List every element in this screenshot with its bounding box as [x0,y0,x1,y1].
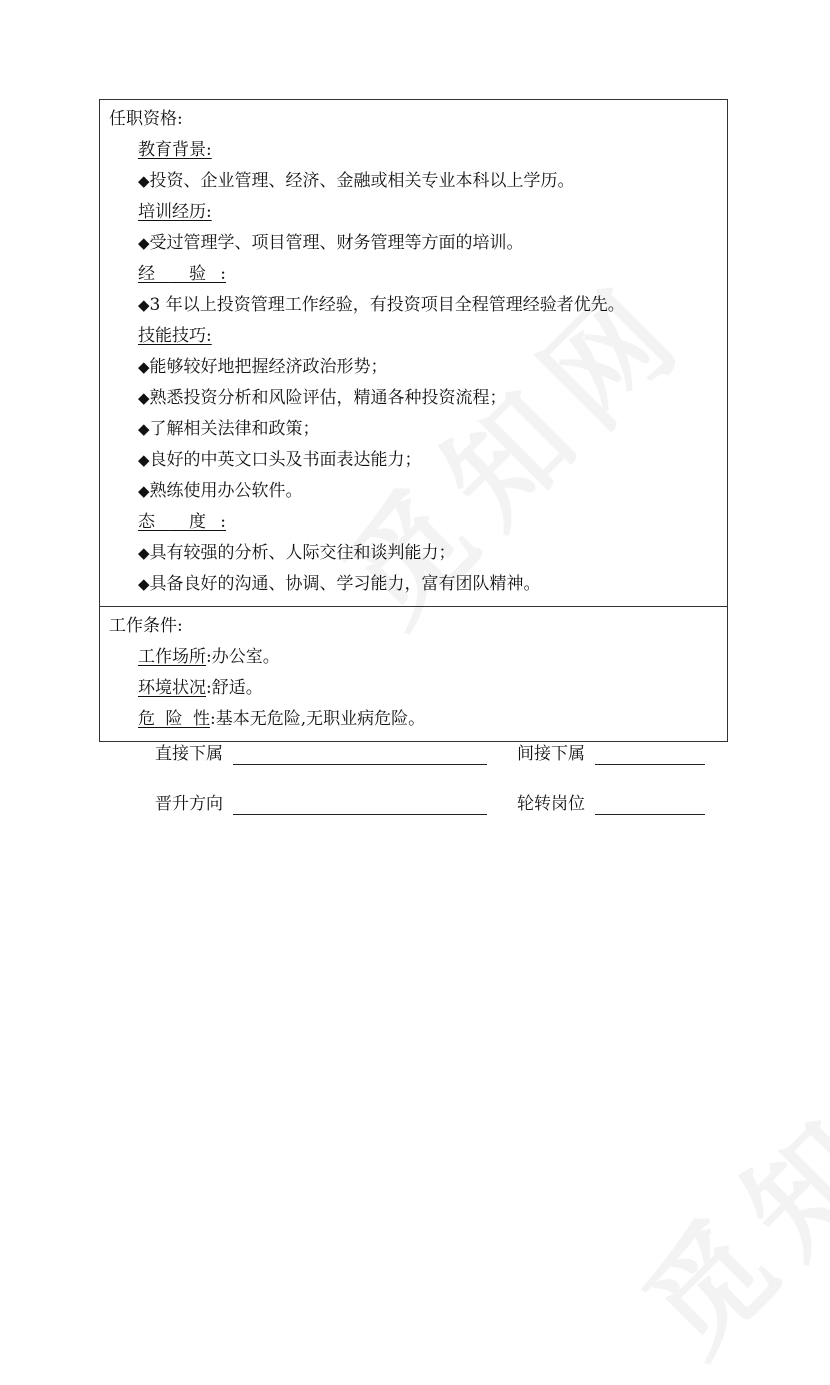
direct-subordinate-blank[interactable] [233,764,487,765]
bullet-icon: ◆ [138,358,150,376]
training-heading: 培训经历: [138,202,212,222]
list-item: ◆具备良好的沟通、协调、学习能力，富有团队精神。 [138,574,541,594]
hazard-value: :基本无危险,无职业病危险。 [210,709,426,729]
bullet-icon: ◆ [138,389,150,407]
bullet-icon: ◆ [138,544,150,562]
qualifications-title: 任职资格: [109,109,183,129]
bullet-icon: ◆ [138,420,150,438]
environment-label: 环境状况 [138,678,206,698]
hazard-label: 危 险 性 [138,709,210,729]
conditions-title: 工作条件: [109,616,183,636]
bullet-icon: ◆ [138,296,150,314]
experience-heading: 经 验: [138,264,227,284]
list-item: ◆能够较好地把握经济政治形势； [138,357,388,377]
bullet-icon: ◆ [138,172,150,190]
list-item: ◆良好的中英文口头及书面表达能力； [138,450,422,470]
qualifications-section [100,100,727,606]
list-item: ◆投资、企业管理、经济、金融或相关专业本科以上学历。 [138,171,575,191]
direct-subordinate-label: 直接下属 [155,744,223,764]
footer-row [155,741,715,767]
indirect-subordinate-label: 间接下属 [517,744,585,764]
environment-row [109,673,719,704]
footer-row [155,791,715,817]
skills-heading: 技能技巧: [138,326,212,346]
watermark [601,967,830,1385]
education-heading: 教育背景: [138,140,212,160]
conditions-section [100,606,727,741]
promotion-direction-label: 晋升方向 [155,794,223,814]
bullet-icon: ◆ [138,234,150,252]
list-item: ◆了解相关法律和政策； [138,419,320,439]
workplace-row [109,642,719,673]
environment-value: :舒适。 [206,678,263,698]
workplace-label: 工作场所 [138,647,206,667]
list-item: ◆熟悉投资分析和风险评估，精通各种投资流程； [138,388,507,408]
list-item: ◆受过管理学、项目管理、财务管理等方面的培训。 [138,233,524,253]
rotation-position-label: 轮转岗位 [517,794,585,814]
list-item: ◆具有较强的分析、人际交往和谈判能力； [138,543,456,563]
bullet-icon: ◆ [138,482,150,500]
list-item: ◆3 年以上投资管理工作经验，有投资项目全程管理经验者优先。 [138,295,625,315]
job-description-table [99,99,728,742]
workplace-value: :办公室。 [206,647,280,667]
hazard-row [109,704,719,735]
promotion-direction-blank[interactable] [233,814,487,815]
indirect-subordinate-blank[interactable] [595,764,705,765]
attitude-heading: 态 度: [138,512,227,532]
rotation-position-blank[interactable] [595,814,705,815]
list-item: ◆熟练使用办公软件。 [138,481,303,501]
bullet-icon: ◆ [138,451,150,469]
bullet-icon: ◆ [138,575,150,593]
